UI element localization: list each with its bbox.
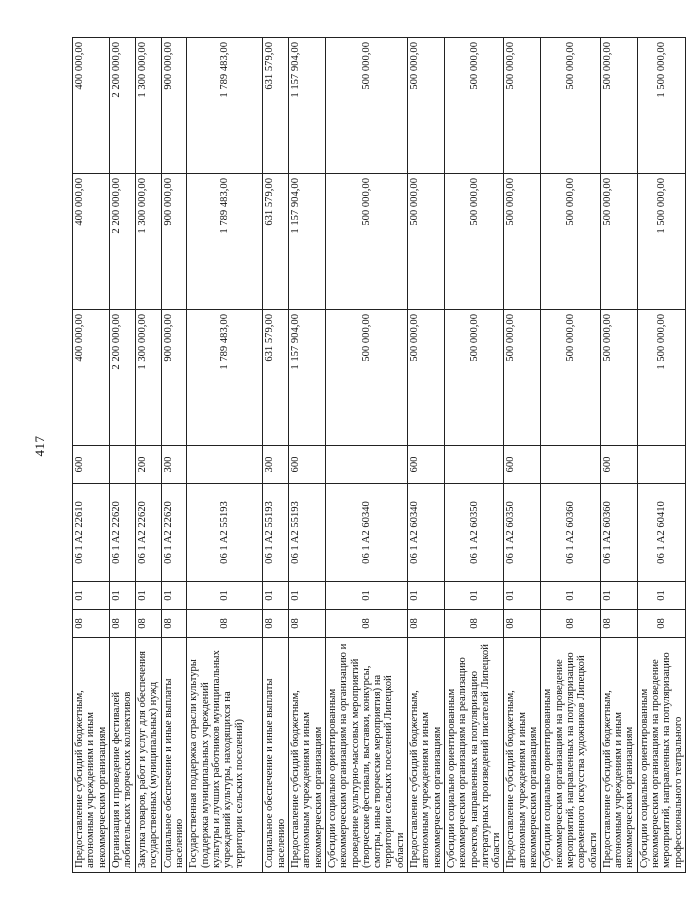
row-name: Закупка товаров, работ и услуг для обеспечения государственных (муниципальных) нужд	[135, 638, 161, 873]
row-amount-1: 1 300 000,00	[135, 310, 161, 446]
row-section: 08	[161, 610, 187, 638]
row-section: 08	[600, 610, 637, 638]
row-amount-3: 500 000,00	[504, 38, 541, 174]
row-section: 08	[73, 610, 110, 638]
row-subsection: 01	[504, 582, 541, 610]
row-target-code: 06 1 A2 60360	[600, 484, 637, 582]
row-subsection: 01	[541, 582, 600, 610]
row-target-code: 06 1 A2 60410	[637, 484, 685, 582]
row-expense-type: 600	[408, 446, 445, 484]
row-amount-3: 631 579,00	[263, 38, 289, 174]
row-amount-2: 500 000,00	[541, 174, 600, 310]
row-amount-3: 400 000,00	[73, 38, 110, 174]
row-subsection: 01	[73, 582, 110, 610]
row-name: Социальное обеспечение и иные выплаты населению	[263, 638, 289, 873]
row-target-code: 06 1 A2 60350	[444, 484, 503, 582]
table-row	[161, 38, 187, 873]
row-section: 08	[541, 610, 600, 638]
row-amount-3: 500 000,00	[600, 38, 637, 174]
row-amount-2: 2 200 000,00	[109, 174, 135, 310]
row-amount-2: 500 000,00	[408, 174, 445, 310]
row-subsection: 01	[109, 582, 135, 610]
row-name: Предоставление субсидий бюджетным, автономным учреждениям и иным некоммерческим организациям	[504, 638, 541, 873]
row-expense-type	[637, 446, 685, 484]
row-name: Предоставление субсидий бюджетным, автономным учреждениям и иным некоммерческим организациям	[600, 638, 637, 873]
row-target-code: 06 1 A2 22610	[73, 484, 110, 582]
row-section: 08	[325, 610, 407, 638]
row-amount-1: 631 579,00	[263, 310, 289, 446]
table-row	[541, 38, 600, 873]
row-amount-2: 1 300 000,00	[135, 174, 161, 310]
row-section: 08	[637, 610, 685, 638]
row-amount-2: 500 000,00	[600, 174, 637, 310]
row-amount-3: 500 000,00	[444, 38, 503, 174]
row-expense-type: 200	[135, 446, 161, 484]
rotated-page	[72, 38, 684, 873]
row-expense-type: 600	[73, 446, 110, 484]
row-expense-type: 600	[289, 446, 326, 484]
row-amount-2: 631 579,00	[263, 174, 289, 310]
row-amount-2: 1 789 483,00	[187, 174, 263, 310]
row-subsection: 01	[161, 582, 187, 610]
row-amount-1: 1 789 483,00	[187, 310, 263, 446]
row-amount-2: 400 000,00	[73, 174, 110, 310]
row-amount-2: 500 000,00	[444, 174, 503, 310]
row-amount-3: 500 000,00	[541, 38, 600, 174]
row-amount-3: 500 000,00	[325, 38, 407, 174]
row-subsection: 01	[263, 582, 289, 610]
row-expense-type: 600	[504, 446, 541, 484]
table-row	[135, 38, 161, 873]
row-expense-type: 600	[600, 446, 637, 484]
row-section: 08	[444, 610, 503, 638]
budget-table	[72, 37, 686, 873]
row-amount-3: 500 000,00	[408, 38, 445, 174]
row-expense-type: 300	[263, 446, 289, 484]
row-amount-3: 2 200 000,00	[109, 38, 135, 174]
row-section: 08	[109, 610, 135, 638]
table-row	[289, 38, 326, 873]
row-name: Субсидии социально ориентированным некоммерческим организациям на реализацию проектов, направленных на популяризацию литературных произведений писателей Липецкой области	[444, 638, 503, 873]
table-row	[504, 38, 541, 873]
row-section: 08	[187, 610, 263, 638]
table-row	[187, 38, 263, 873]
row-amount-3: 1 157 904,00	[289, 38, 326, 174]
row-target-code: 06 1 A2 55193	[187, 484, 263, 582]
table-row	[73, 38, 110, 873]
row-section: 08	[408, 610, 445, 638]
row-amount-2: 900 000,00	[161, 174, 187, 310]
row-amount-1: 1 157 904,00	[289, 310, 326, 446]
row-target-code: 06 1 A2 60340	[325, 484, 407, 582]
table-row	[263, 38, 289, 873]
row-name: Субсидии социально ориентированным некоммерческим организациям на проведение мероприятий, направленных на популяризацию профессионального театрального	[637, 638, 685, 873]
row-amount-2: 500 000,00	[504, 174, 541, 310]
row-amount-1: 500 000,00	[541, 310, 600, 446]
table-row	[325, 38, 407, 873]
row-amount-1: 1 500 000,00	[637, 310, 685, 446]
row-expense-type	[541, 446, 600, 484]
row-subsection: 01	[289, 582, 326, 610]
row-target-code: 06 1 A2 22620	[109, 484, 135, 582]
row-subsection: 01	[408, 582, 445, 610]
row-expense-type	[187, 446, 263, 484]
row-amount-1: 2 200 000,00	[109, 310, 135, 446]
row-target-code: 06 1 A2 55193	[289, 484, 326, 582]
row-amount-1: 500 000,00	[325, 310, 407, 446]
table-row	[444, 38, 503, 873]
row-section: 08	[135, 610, 161, 638]
row-subsection: 01	[600, 582, 637, 610]
row-subsection: 01	[325, 582, 407, 610]
row-amount-1: 500 000,00	[504, 310, 541, 446]
row-amount-3: 1 500 000,00	[637, 38, 685, 174]
row-expense-type	[109, 446, 135, 484]
row-amount-2: 1 157 904,00	[289, 174, 326, 310]
row-target-code: 06 1 A2 60360	[541, 484, 600, 582]
row-target-code: 06 1 A2 60350	[504, 484, 541, 582]
row-subsection: 01	[637, 582, 685, 610]
row-name: Предоставление субсидий бюджетным, автономным учреждениям и иным некоммерческим организациям	[73, 638, 110, 873]
row-amount-3: 900 000,00	[161, 38, 187, 174]
row-target-code: 06 1 A2 22620	[161, 484, 187, 582]
row-amount-1: 400 000,00	[73, 310, 110, 446]
row-subsection: 01	[135, 582, 161, 610]
row-section: 08	[289, 610, 326, 638]
table-row	[109, 38, 135, 873]
row-name: Организация и проведение фестивалей любительских творческих коллективов	[109, 638, 135, 873]
row-name: Субсидии социально ориентированным некоммерческим организациям на проведение мероприятий, направленных на популяризацию современного искусства художников Липецкой области	[541, 638, 600, 873]
row-amount-1: 900 000,00	[161, 310, 187, 446]
row-amount-1: 500 000,00	[444, 310, 503, 446]
row-target-code: 06 1 A2 55193	[263, 484, 289, 582]
row-section: 08	[504, 610, 541, 638]
row-name: Предоставление субсидий бюджетным, автономным учреждениям и иным некоммерческим организациям	[408, 638, 445, 873]
row-target-code: 06 1 A2 60340	[408, 484, 445, 582]
row-name: Субсидии социально ориентированным некоммерческим организациям на организацию и проведение культурно-массовых мероприятий (творческие фестивали, выставки, конкурсы, смотры, иные творческие мероприятия) на территории сельских поселений Липецкой области	[325, 638, 407, 873]
row-section: 08	[263, 610, 289, 638]
table-row	[408, 38, 445, 873]
row-target-code: 06 1 A2 22620	[135, 484, 161, 582]
page-number: 417	[32, 435, 47, 457]
row-subsection: 01	[187, 582, 263, 610]
row-expense-type	[325, 446, 407, 484]
row-amount-1: 500 000,00	[600, 310, 637, 446]
table-row	[637, 38, 685, 873]
row-amount-2: 500 000,00	[325, 174, 407, 310]
row-amount-1: 500 000,00	[408, 310, 445, 446]
row-subsection: 01	[444, 582, 503, 610]
row-expense-type	[444, 446, 503, 484]
row-name: Социальное обеспечение и иные выплаты населению	[161, 638, 187, 873]
row-name: Предоставление субсидий бюджетным, автономным учреждениям и иным некоммерческим организациям	[289, 638, 326, 873]
row-name: Государственная поддержка отрасли культуры (поддержка муниципальных учреждений культуры и лучших работников муниципальных учреждений культуры, находящихся на территории сельских поселений)	[187, 638, 263, 873]
row-amount-3: 1 789 483,00	[187, 38, 263, 174]
row-amount-2: 1 500 000,00	[637, 174, 685, 310]
table-row	[600, 38, 637, 873]
row-expense-type: 300	[161, 446, 187, 484]
row-amount-3: 1 300 000,00	[135, 38, 161, 174]
